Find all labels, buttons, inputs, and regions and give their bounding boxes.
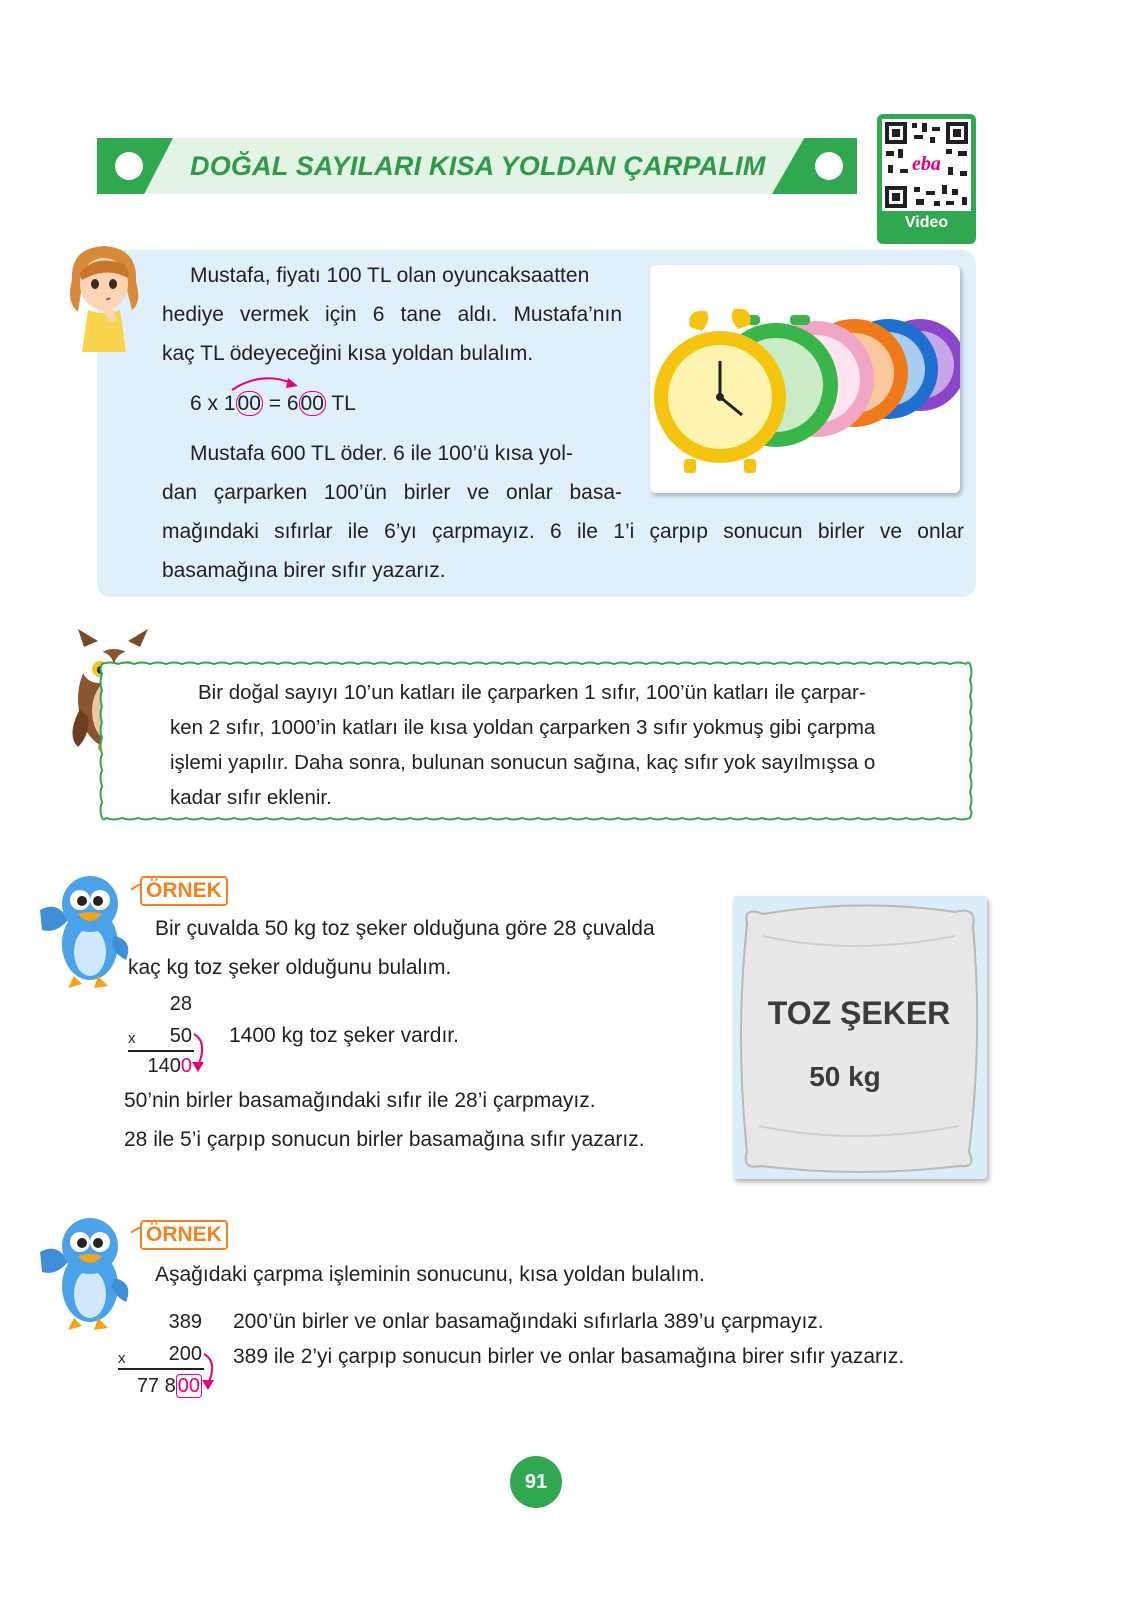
rule-line-3: işlemi yapılır. Daha sonra, bulunan sonucun sağına, kaç sıfır yok sayılmışsa o	[170, 751, 876, 774]
page-title: DOĞAL SAYILARI KISA YOLDAN ÇARPALIM	[190, 151, 766, 181]
qr-code-icon[interactable]	[882, 119, 971, 211]
example-1-tag: ÖRNEK	[140, 876, 228, 906]
equation-zeros-a: 00	[237, 392, 261, 415]
banner-dot-right-icon	[815, 152, 843, 180]
bird-illustration-2	[38, 1212, 134, 1334]
ex2-rule-line	[118, 1368, 204, 1370]
ex1-result-zero: 0	[180, 1055, 192, 1077]
intro-line-3: kaç TL ödeyeceğini kısa yoldan bulalım.	[162, 342, 534, 365]
ex2-result-digits: 77 8	[136, 1375, 176, 1397]
intro-line-6: mağındaki sıfırlar ile 6’yı çarpmayız. 6 ile 1’i çarpıp sonucun birler ve onlar	[162, 520, 964, 543]
equation-mid: = 6	[262, 392, 299, 415]
ex1-result	[130, 1052, 192, 1080]
ex2-top-number: 389	[168, 1311, 202, 1333]
equation-zeros-b: 00	[300, 392, 324, 415]
girl-illustration	[62, 240, 152, 360]
equation-left: 6 x 1	[190, 392, 236, 415]
ex1-explanation-1: 50’nin birler basamağındaki sıfır ile 28’i çarpmayız.	[124, 1089, 596, 1112]
rule-line-2: ken 2 sıfır, 1000’in katları ile kısa yoldan çarparken 3 sıfır yokmuş gibi çarpma	[170, 716, 876, 739]
example-2-line-1: Aşağıdaki çarpma işleminin sonucunu, kısa yoldan bulalım.	[155, 1263, 705, 1286]
example-1-line-2: kaç kg toz şeker olduğunu bulalım.	[128, 956, 452, 979]
ex1-bottom-number: 50	[169, 1025, 192, 1047]
ex2-times-sign: x	[118, 1350, 126, 1367]
ex1-result-digits: 140	[147, 1055, 181, 1077]
example-2-tag: ÖRNEK	[140, 1220, 228, 1250]
ex2-explanation-2: 389 ile 2’yi çarpıp sonucun birler ve onlar basamağına birer sıfır yazarız.	[233, 1345, 905, 1368]
ex1-times-sign: x	[128, 1030, 136, 1047]
intro-line-1: Mustafa, fiyatı 100 TL olan oyuncaksaatten	[190, 264, 590, 287]
ex1-answer: 1400 kg toz şeker vardır.	[229, 1024, 459, 1047]
example-1-line-1: Bir çuvalda 50 kg toz şeker olduğuna göre 28 çuvalda	[155, 917, 655, 940]
sugar-bag-weight: 50 kg	[809, 1061, 881, 1092]
rule-line-4: kadar sıfır eklenir.	[170, 786, 332, 809]
intro-line-4: Mustafa 600 TL öder. 6 ile 100’ü kısa yol-	[190, 442, 573, 465]
alarm-clocks-photo	[650, 265, 960, 493]
ex1-carry-arrow-icon	[190, 1030, 212, 1076]
intro-line-2: hediye vermek için 6 tane aldı. Mustafa’nın	[162, 303, 622, 326]
sugar-bag-label: TOZ ŞEKER	[767, 995, 951, 1031]
ex2-carry-arrow-icon	[200, 1350, 222, 1396]
ex1-top-number: 28	[169, 993, 192, 1015]
equation-unit: TL	[325, 392, 356, 415]
ex2-explanation-1: 200’ün birler ve onlar basamağındaki sıfırlarla 389’u çarpmayız.	[233, 1310, 824, 1333]
bird-illustration-1	[38, 870, 134, 992]
intro-line-7: basamağına birer sıfır yazarız.	[162, 559, 446, 582]
ex1-explanation-2: 28 ile 5’i çarpıp sonucun birler basamağına sıfır yazarız.	[124, 1128, 645, 1151]
banner-dot-left-icon	[115, 152, 143, 180]
rule-line-1: Bir doğal sayıyı 10’un katları ile çarparken 1 sıfır, 100’ün katları ile çarpar-	[198, 681, 866, 704]
sugar-bag-photo	[733, 896, 987, 1179]
intro-line-5: dan çarparken 100’ün birler ve onlar basa-	[162, 481, 622, 504]
eba-logo: eba	[912, 153, 941, 175]
video-label: Video	[904, 214, 949, 231]
ex2-bottom-number: 200	[168, 1343, 202, 1365]
ex2-result-zeros: 00	[177, 1375, 200, 1397]
equation-arrow-icon	[222, 370, 312, 394]
page-number: 91	[510, 1456, 562, 1508]
ex2-result	[118, 1372, 202, 1400]
